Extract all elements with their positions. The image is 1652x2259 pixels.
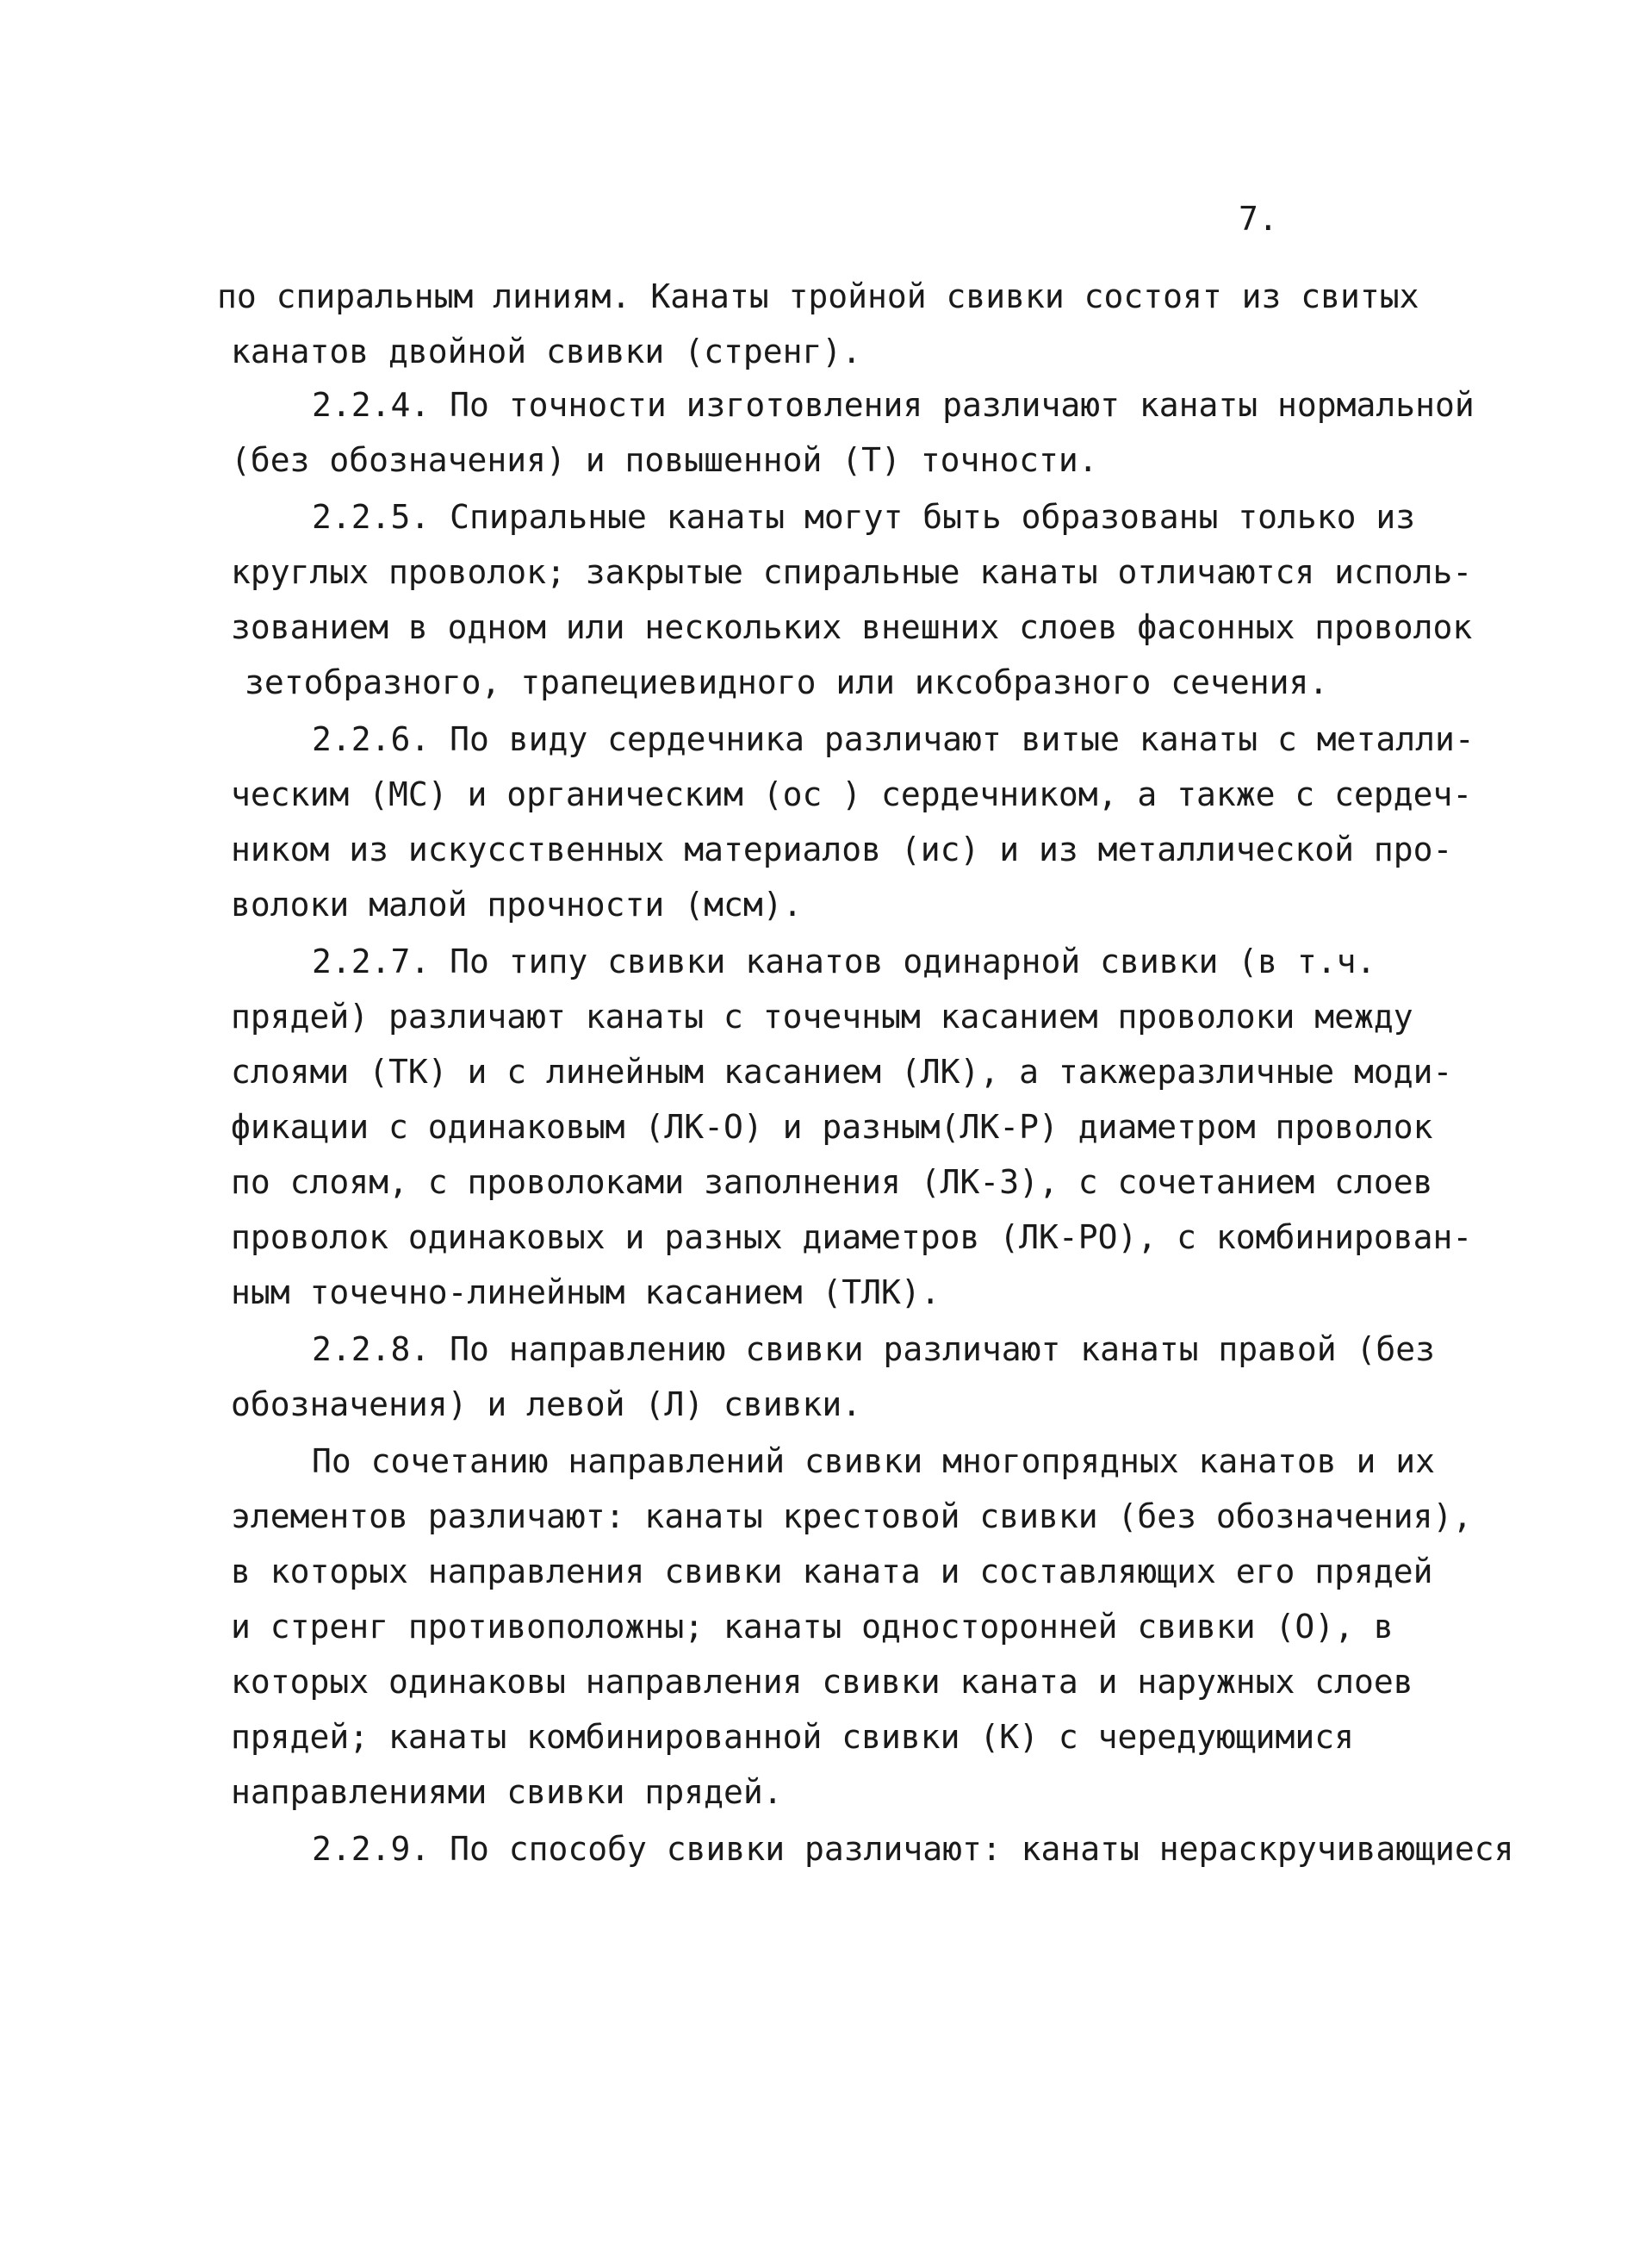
text-line: прядей) различают канаты с точечным касанием проволоки между bbox=[231, 998, 1413, 1036]
text-line: канатов двойной свивки (стренг). bbox=[231, 333, 862, 370]
text-line: 2.2.7. По типу свивки канатов одинарной свивки (в т.ч. bbox=[312, 943, 1376, 980]
page-number: 7. bbox=[1239, 200, 1278, 238]
text-line: слоями (ТК) и с линейным касанием (ЛК), а такжеразличные моди- bbox=[231, 1053, 1453, 1091]
text-line: 2.2.8. По направлению свивки различают канаты правой (без bbox=[312, 1330, 1436, 1368]
text-line: зетобразного, трапециевидного или иксобразного сечения. bbox=[245, 663, 1329, 701]
text-line: 2.2.9. По способу свивки различают: канаты нераскручивающиеся bbox=[312, 1830, 1514, 1868]
text-line: элементов различают: канаты крестовой свивки (без обозначения), bbox=[231, 1497, 1473, 1535]
text-line: в которых направления свивки каната и составляющих его прядей bbox=[231, 1553, 1433, 1590]
text-line: ником из искусственных материалов (ис) и из металлической про- bbox=[231, 831, 1453, 868]
text-line: 2.2.4. По точности изготовления различают канаты нормальной bbox=[312, 386, 1475, 424]
text-line: круглых проволок; закрытые спиральные канаты отличаются исполь- bbox=[231, 553, 1473, 591]
text-line: 2.2.6. По виду сердечника различают витые канаты с металли- bbox=[312, 720, 1475, 758]
text-line: фикации с одинаковым (ЛК-О) и разным(ЛК-Р) диаметром проволок bbox=[231, 1108, 1433, 1146]
text-line: ным точечно-линейным касанием (ТЛК). bbox=[231, 1273, 941, 1311]
text-line: обозначения) и левой (Л) свивки. bbox=[231, 1385, 862, 1423]
text-line: (без обозначения) и повышенной (Т) точности. bbox=[231, 441, 1098, 479]
text-line: зованием в одном или нескольких внешних слоев фасонных проволок bbox=[231, 608, 1473, 646]
text-line: ческим (МС) и органическим (ос ) сердечником, а также с сердеч- bbox=[231, 775, 1473, 813]
text-line: прядей; канаты комбинированной свивки (К) с чередующимися bbox=[231, 1718, 1355, 1756]
text-line: и стренг противоположны; канаты односторонней свивки (О), в bbox=[231, 1608, 1394, 1646]
text-line: по спиральным линиям. Канаты тройной свивки состоят из свитых bbox=[217, 277, 1419, 315]
text-line: волоки малой прочности (мсм). bbox=[231, 886, 803, 924]
text-line: По сочетанию направлений свивки многопрядных канатов и их bbox=[312, 1442, 1436, 1480]
text-line: направлениями свивки прядей. bbox=[231, 1773, 783, 1811]
text-line: по слоям, с проволоками заполнения (ЛК-З), с сочетанием слоев bbox=[231, 1163, 1433, 1201]
text-line: 2.2.5. Спиральные канаты могут быть образованы только из bbox=[312, 498, 1416, 536]
text-line: проволок одинаковых и разных диаметров (ЛК-РО), с комбинирован- bbox=[231, 1218, 1473, 1256]
text-line: которых одинаковы направления свивки каната и наружных слоев bbox=[231, 1663, 1413, 1701]
